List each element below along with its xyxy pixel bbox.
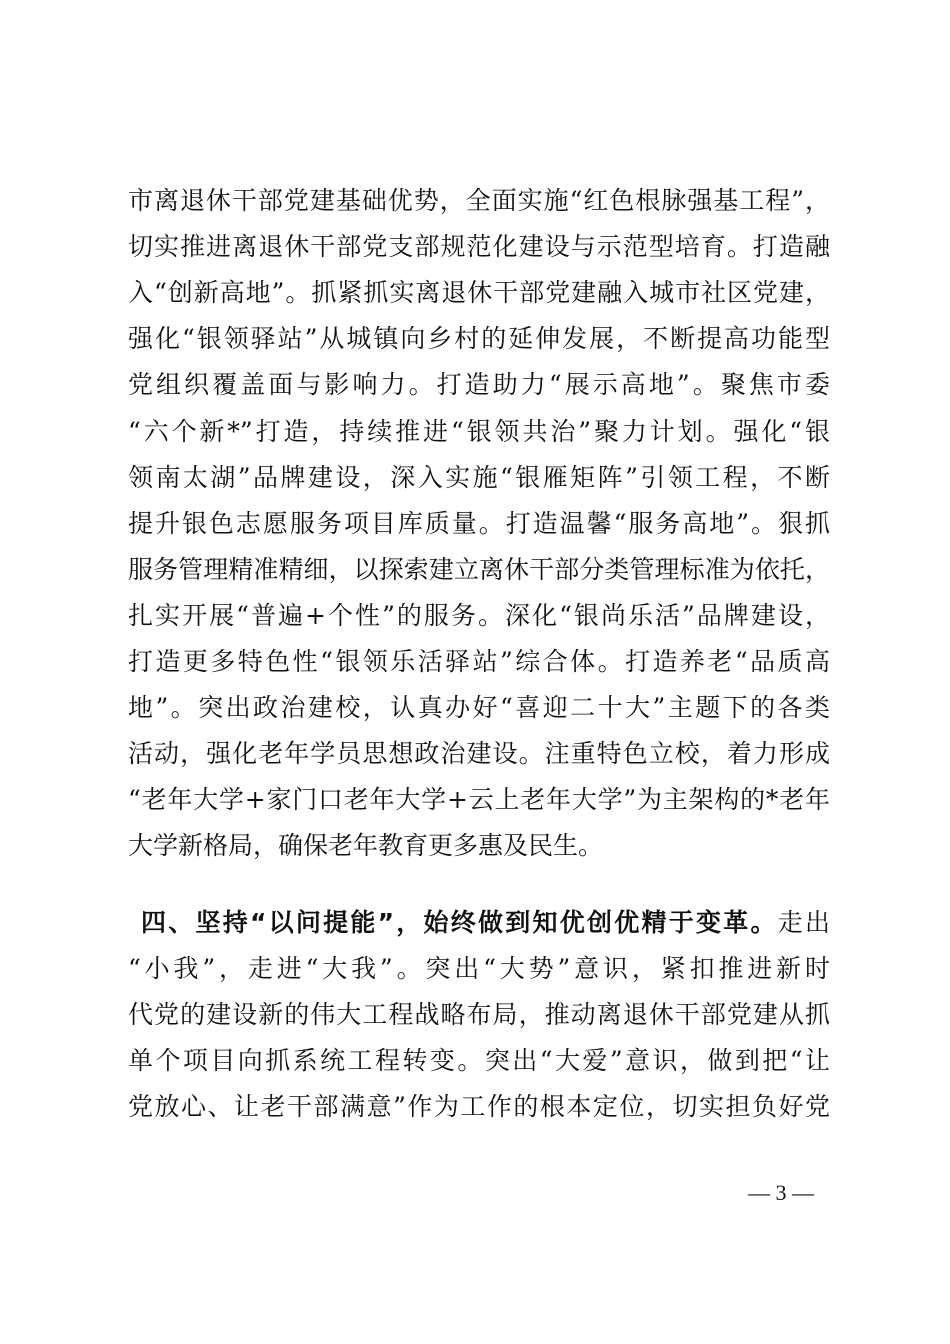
paragraph-line: 地”。突出政治建校，认真办好“喜迎二十大”主题下的各类 — [128, 693, 830, 722]
paragraph-line: 领南太湖”品牌建设，深入实施“银雁矩阵”引领工程，不断 — [128, 463, 830, 492]
paragraph-line: “六个新*”打造，持续推进“银领共治”聚力计划。强化“银 — [128, 417, 830, 446]
paragraph-line: 党放心、让老干部满意”作为工作的根本定位，切实担负好党 — [128, 1092, 830, 1121]
paragraph-line: “老年大学+家门口老年大学+云上老年大学”为主架构的*老年 — [128, 785, 830, 814]
paragraph-line: 单个项目向抓系统工程转变。突出“大爱”意识，做到把“让 — [128, 1046, 830, 1075]
paragraph-line: 切实推进离退休干部党支部规范化建设与示范型培育。打造融 — [128, 232, 830, 261]
paragraph-line: 服务管理精准精细，以探索建立离休干部分类管理标准为依托， — [128, 555, 830, 584]
paragraph-line: 强化“银领驿站”从城镇向乡村的延伸发展，不断提高功能型 — [128, 324, 830, 353]
paragraph-line: 市离退休干部党建基础优势，全面实施“红色根脉强基工程”， — [128, 186, 830, 215]
paragraph-line: 入“创新高地”。抓紧抓实离退休干部党建融入城市社区党建， — [128, 278, 830, 307]
section-heading: 四、坚持“以问提能”，始终做到知优创优精于变革。 — [141, 908, 778, 937]
paragraph-line: 党组织覆盖面与影响力。打造助力“展示高地”。聚焦市委 — [128, 370, 830, 399]
paragraph-line: 代党的建设新的伟大工程战略布局，推动离退休干部党建从抓 — [128, 1000, 830, 1029]
section-heading-tail: 走出 — [777, 908, 830, 937]
page-number: — 3 — — [748, 1180, 814, 1205]
paragraph-line: 活动，强化老年学员思想政治建设。注重特色立校，着力形成 — [128, 739, 830, 768]
paragraph-line: 大学新格局，确保老年教育更多惠及民生。 — [128, 831, 604, 860]
paragraph-line: “小我”，走进“大我”。突出“大势”意识，紧扣推进新时 — [128, 954, 830, 983]
paragraph-line: 打造更多特色性“银领乐活驿站”综合体。打造养老“品质高 — [128, 647, 830, 676]
paragraph-line: 扎实开展“普遍+个性”的服务。深化“银尚乐活”品牌建设， — [128, 601, 830, 630]
paragraph-line: 提升银色志愿服务项目库质量。打造温馨“服务高地”。狠抓 — [128, 509, 830, 538]
section-heading-line — [141, 908, 830, 938]
